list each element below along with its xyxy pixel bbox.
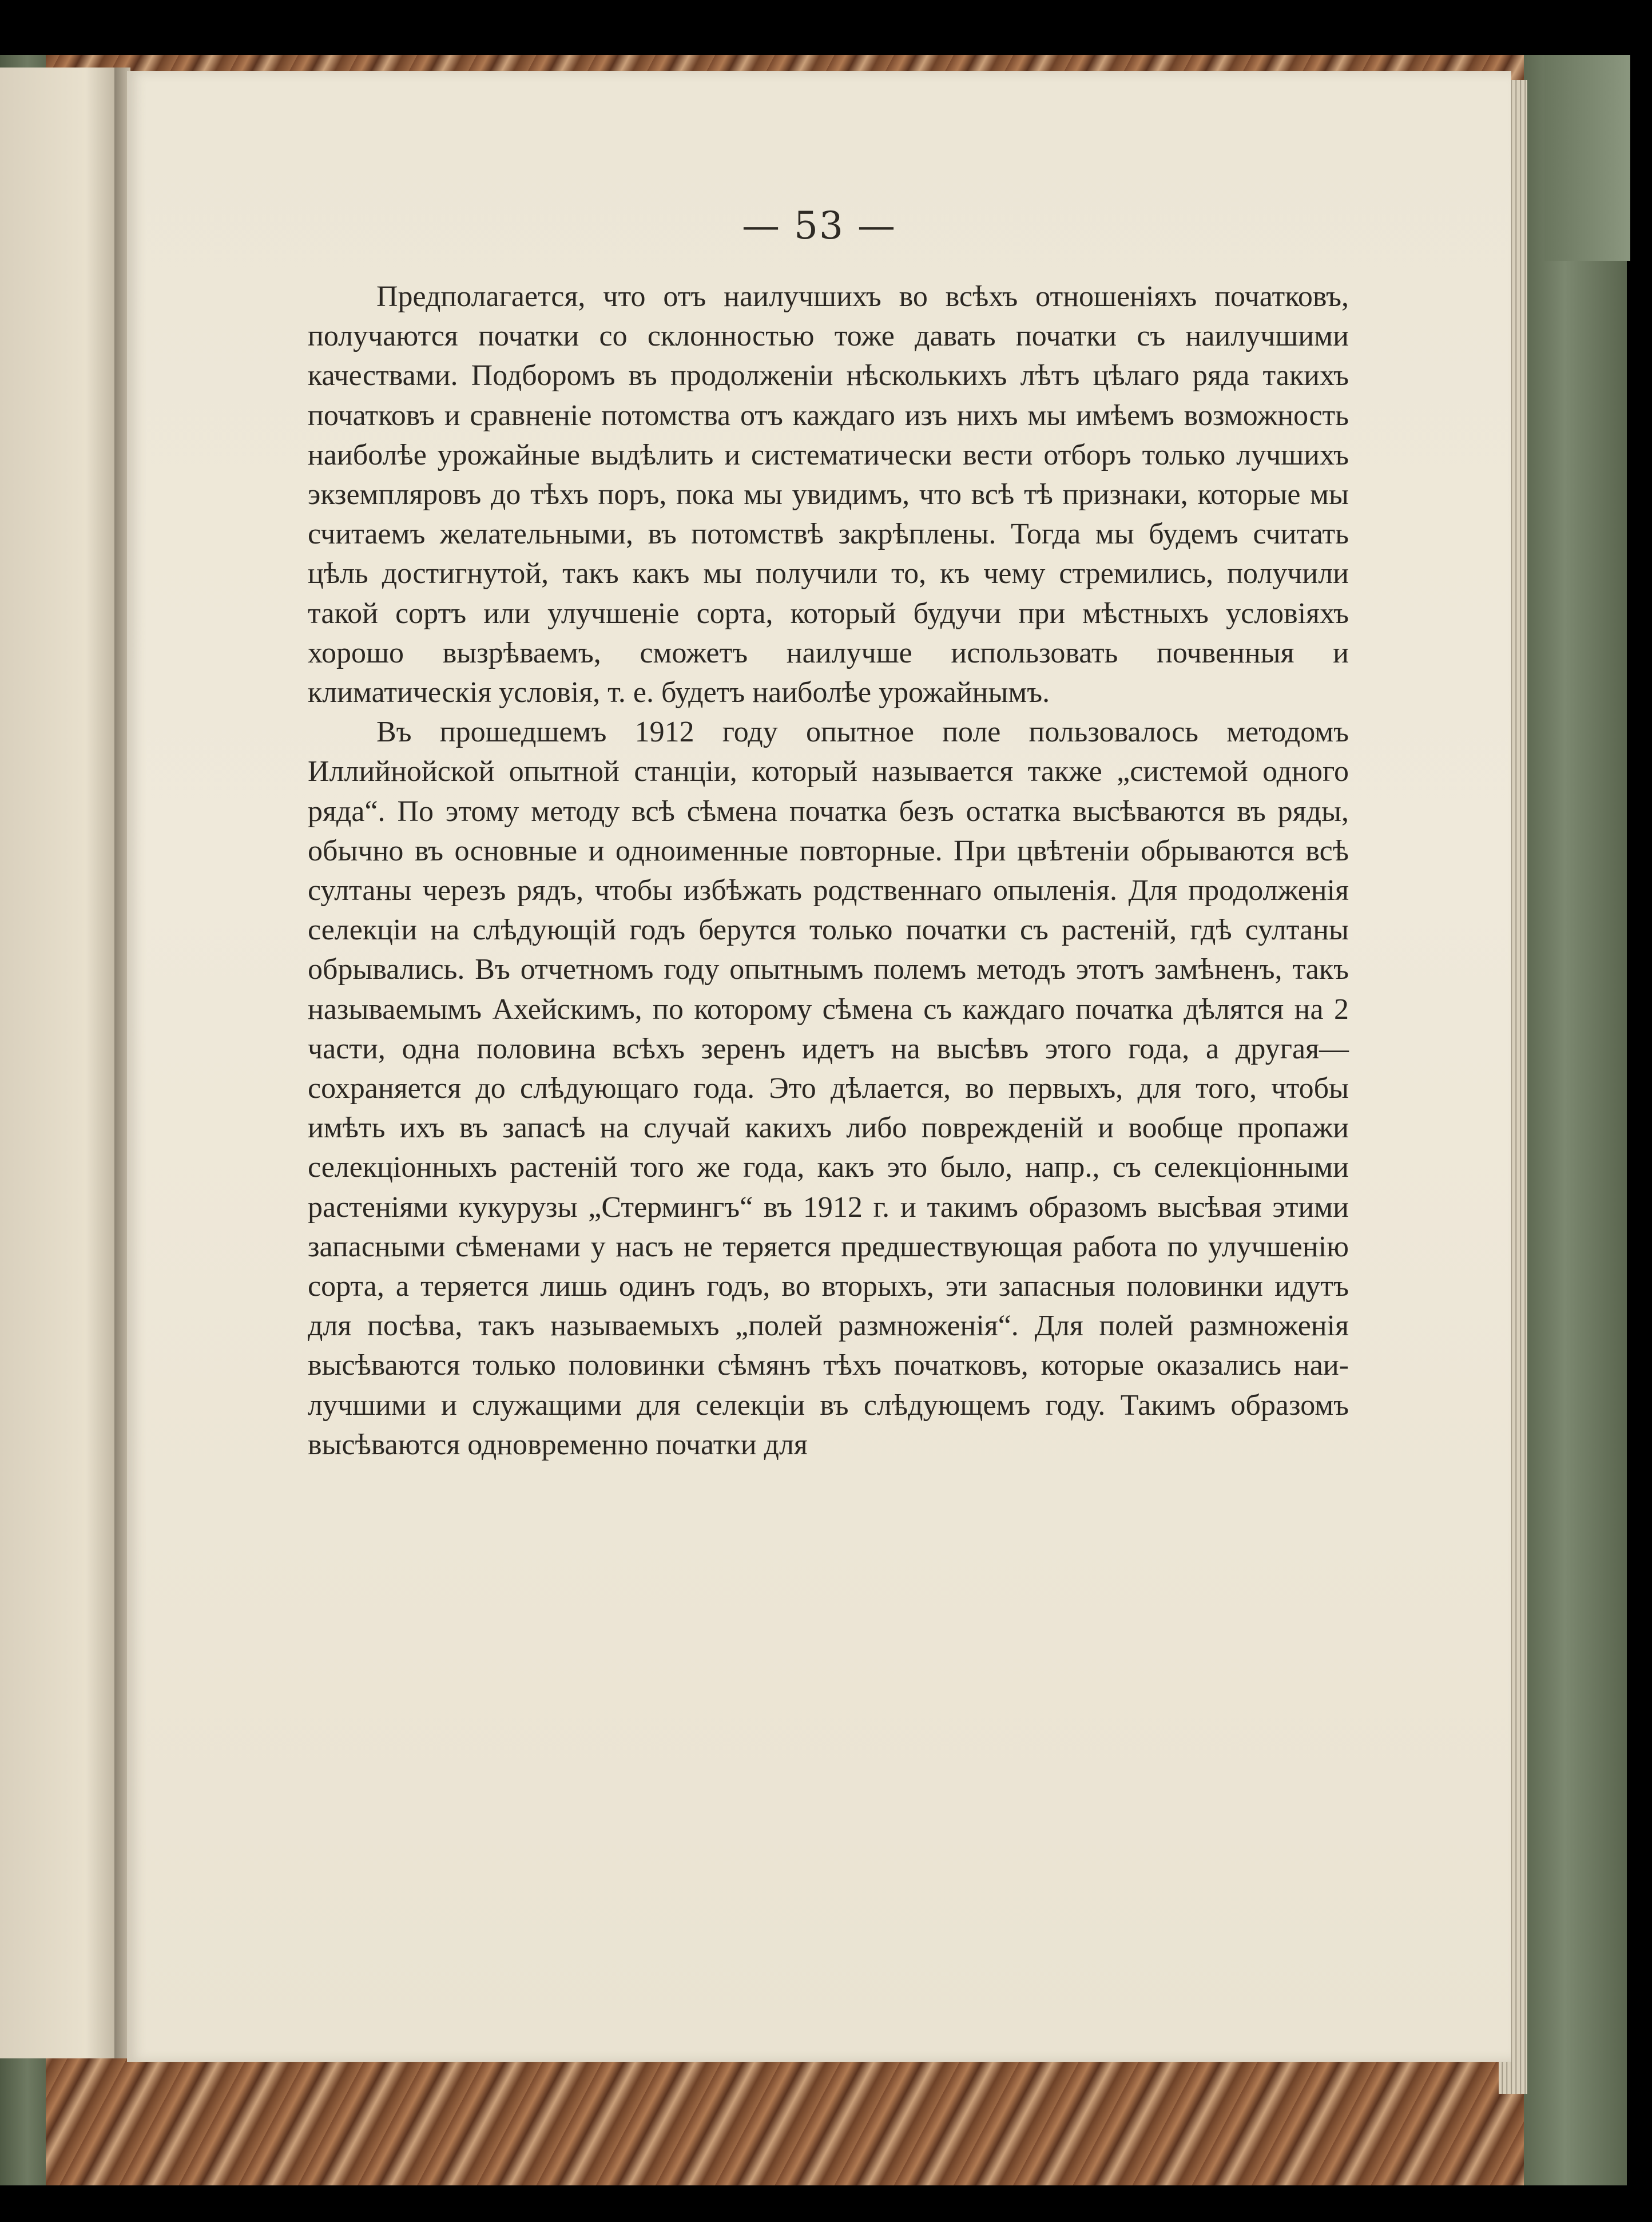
paragraph-1: Предполагается, что отъ наилучшихъ во всѣхъ отношеніяхъ початковъ, получаются початки со склонностью тоже давать початки съ наилучшими качествами. Подборомъ въ продолженіи нѣсколькихъ лѣтъ цѣлаго ряда такихъ початковъ и сравненіе потомства отъ каждаго изъ нихъ мы имѣемъ возможность наиболѣе урожайные выдѣлить и систематически вести отборъ только лучшихъ экземпляровъ до тѣхъ поръ, пока мы увидимъ, что всѣ тѣ признаки, которые мы считаемъ желательными, въ потомствѣ закрѣплены. Тогда мы будемъ считать цѣль достигнутой, такъ какъ мы получили то, къ чему стремились, получили такой сортъ или улучшеніе сорта, который будучи при мѣстныхъ условіяхъ хорошо вызрѣваемъ, сможетъ наилучше использовать почвенныя и климатическія условія, т. е. будетъ наиболѣе урожайнымъ. bbox=[308, 280, 1349, 709]
page-number: — 53 — bbox=[742, 204, 896, 248]
book-page bbox=[127, 71, 1511, 2062]
cloth-spine-right bbox=[1524, 55, 1627, 2185]
body-text bbox=[308, 277, 1349, 1465]
previous-page-edge bbox=[0, 68, 122, 2058]
paragraph-2: Въ прошедшемъ 1912 году опытное поле пользовалось методомъ Иллийнойской опытной станціи, который называется также „системой одного ряда“. По этому методу всѣ сѣмена початка безъ остатка высѣваются въ ряды, обычно въ основные и одноименные повторные. При цвѣтеніи обрываются всѣ султаны черезъ рядъ, чтобы избѣжать родственнаго опыленія. Для продолженія селекціи на слѣдующій годъ берутся только початки съ растеній, гдѣ султаны обрывались. Въ отчетномъ году опытнымъ полемъ методъ этотъ замѣненъ, такъ называемымъ Ахейскимъ, по которому сѣмена съ каждаго початка дѣлятся на 2 части, одна половина всѣхъ зеренъ идетъ на высѣвъ этого года, а другая— сохраняется до слѣдующаго года. Это дѣлается, во первыхъ, для того, чтобы имѣть ихъ въ запасѣ на случай какихъ либо поврежденій и вообще пропажи селекціонныхъ растеній того же года, какъ это было, напр., съ селекціонными растеніями кукурузы „Стермингъ“ въ 1912 г. и такимъ образомъ высѣвая этими запасными сѣменами у насъ не теряется предшествующая работа по улучшенію сорта, а теряется лишь одинъ годъ, во вторыхъ, эти запасныя половинки идутъ для посѣва, такъ называемыхъ „полей размноженія“. Для полей размноженія высѣваются только половинки сѣмянъ тѣхъ початковъ, которые оказались наилучшими и служащими для селекціи въ слѣдующемъ году. Такимъ образомъ высѣваются одновременно початки для bbox=[308, 716, 1349, 1461]
cloth-corner-right bbox=[1544, 55, 1630, 261]
